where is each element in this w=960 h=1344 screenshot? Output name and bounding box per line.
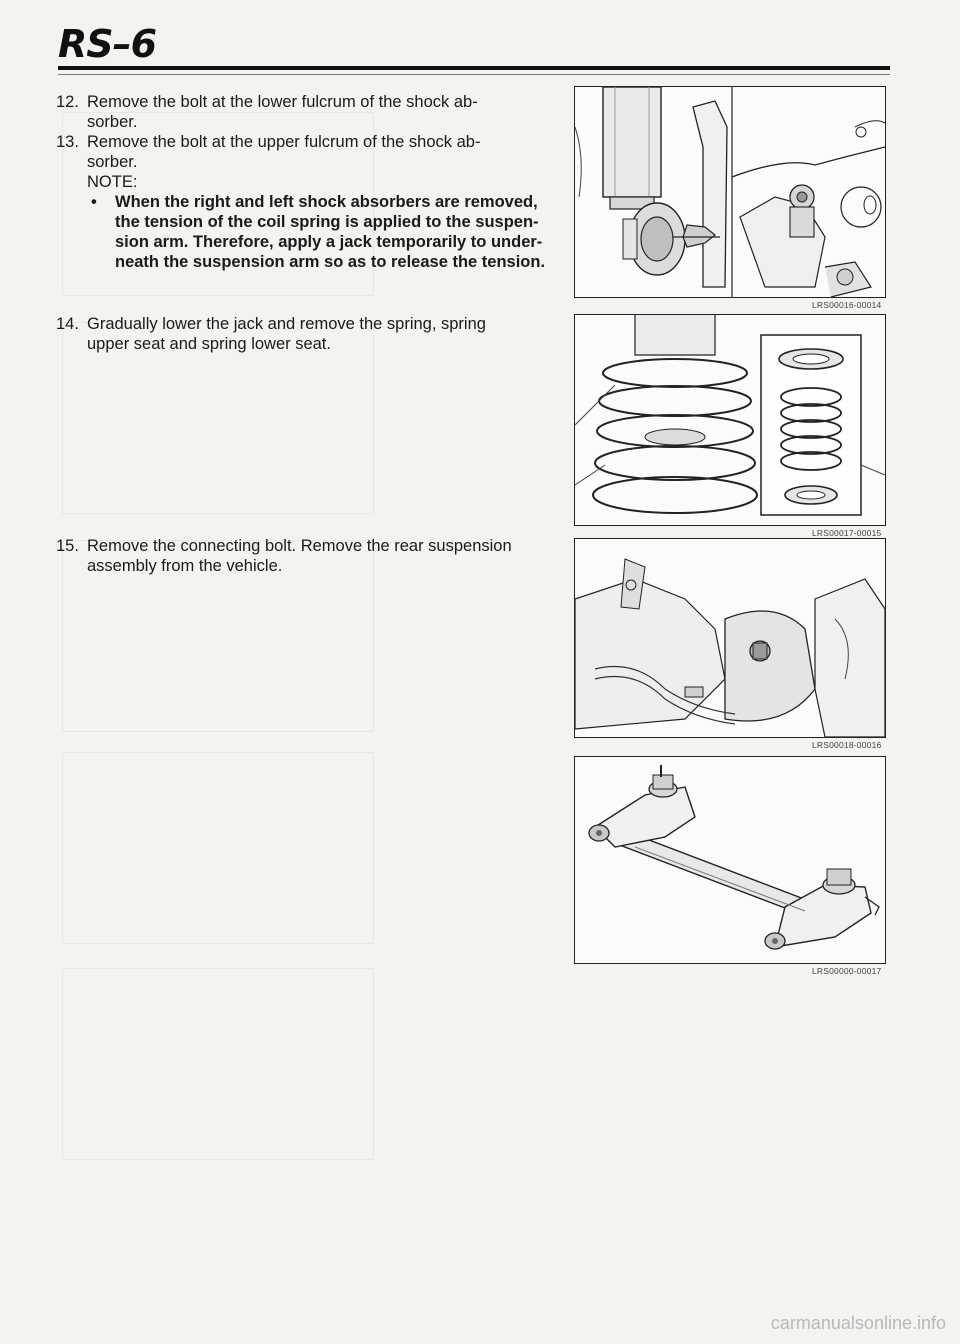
connecting-bolt-illustration (575, 539, 885, 737)
step-number: 14. (56, 315, 79, 333)
step-line: upper seat and spring lower seat. (87, 335, 331, 353)
bleed-through-box (62, 968, 374, 1160)
figure-connecting-bolt (574, 538, 886, 738)
step-line: Gradually lower the jack and remove the spring, spring (87, 315, 486, 333)
step-number: 15. (56, 537, 79, 555)
figure-rear-suspension-assembly (574, 756, 886, 964)
note-item (87, 192, 545, 272)
bullet: • (91, 193, 97, 211)
note-line: sion arm. Therefore, apply a jack temporarily to under- (115, 233, 543, 251)
bleed-through-box (62, 752, 374, 944)
figure-caption: LRS00017-00015 (812, 528, 882, 538)
footer-watermark-url: carmanualsonline.info (770, 1313, 946, 1333)
step-number: 12. (56, 93, 79, 111)
page-code: RS–6 (58, 22, 157, 66)
header-rule-thin (58, 74, 890, 75)
header-rule (58, 66, 890, 70)
step-number: 13. (56, 133, 79, 151)
step-line: Remove the bolt at the upper fulcrum of the shock ab- (87, 133, 481, 151)
figure-caption: LRS00018-00016 (812, 740, 882, 750)
step-line: assembly from the vehicle. (87, 557, 283, 575)
note-line: the tension of the coil spring is applied to the suspen- (115, 213, 539, 231)
step-line: Remove the bolt at the lower fulcrum of the shock ab- (87, 93, 478, 111)
note-list (87, 192, 545, 272)
step-line: Remove the connecting bolt. Remove the rear suspension (87, 537, 512, 555)
figure-caption: LRS00016-00014 (812, 300, 882, 310)
note-line: neath the suspension arm so as to release the tension. (115, 253, 546, 271)
step-line: sorber. (87, 153, 138, 171)
rear-suspension-illustration (575, 757, 885, 963)
figure-coil-spring (574, 314, 886, 526)
shock-absorber-illustration (575, 87, 885, 297)
coil-spring-illustration (575, 315, 885, 525)
figure-caption: LRS00000-00017 (812, 966, 882, 976)
step-line: sorber. (87, 113, 138, 131)
note-label: NOTE: (87, 173, 138, 191)
note-line: When the right and left shock absorbers are removed, (115, 193, 538, 211)
figure-shock-absorber (574, 86, 886, 298)
